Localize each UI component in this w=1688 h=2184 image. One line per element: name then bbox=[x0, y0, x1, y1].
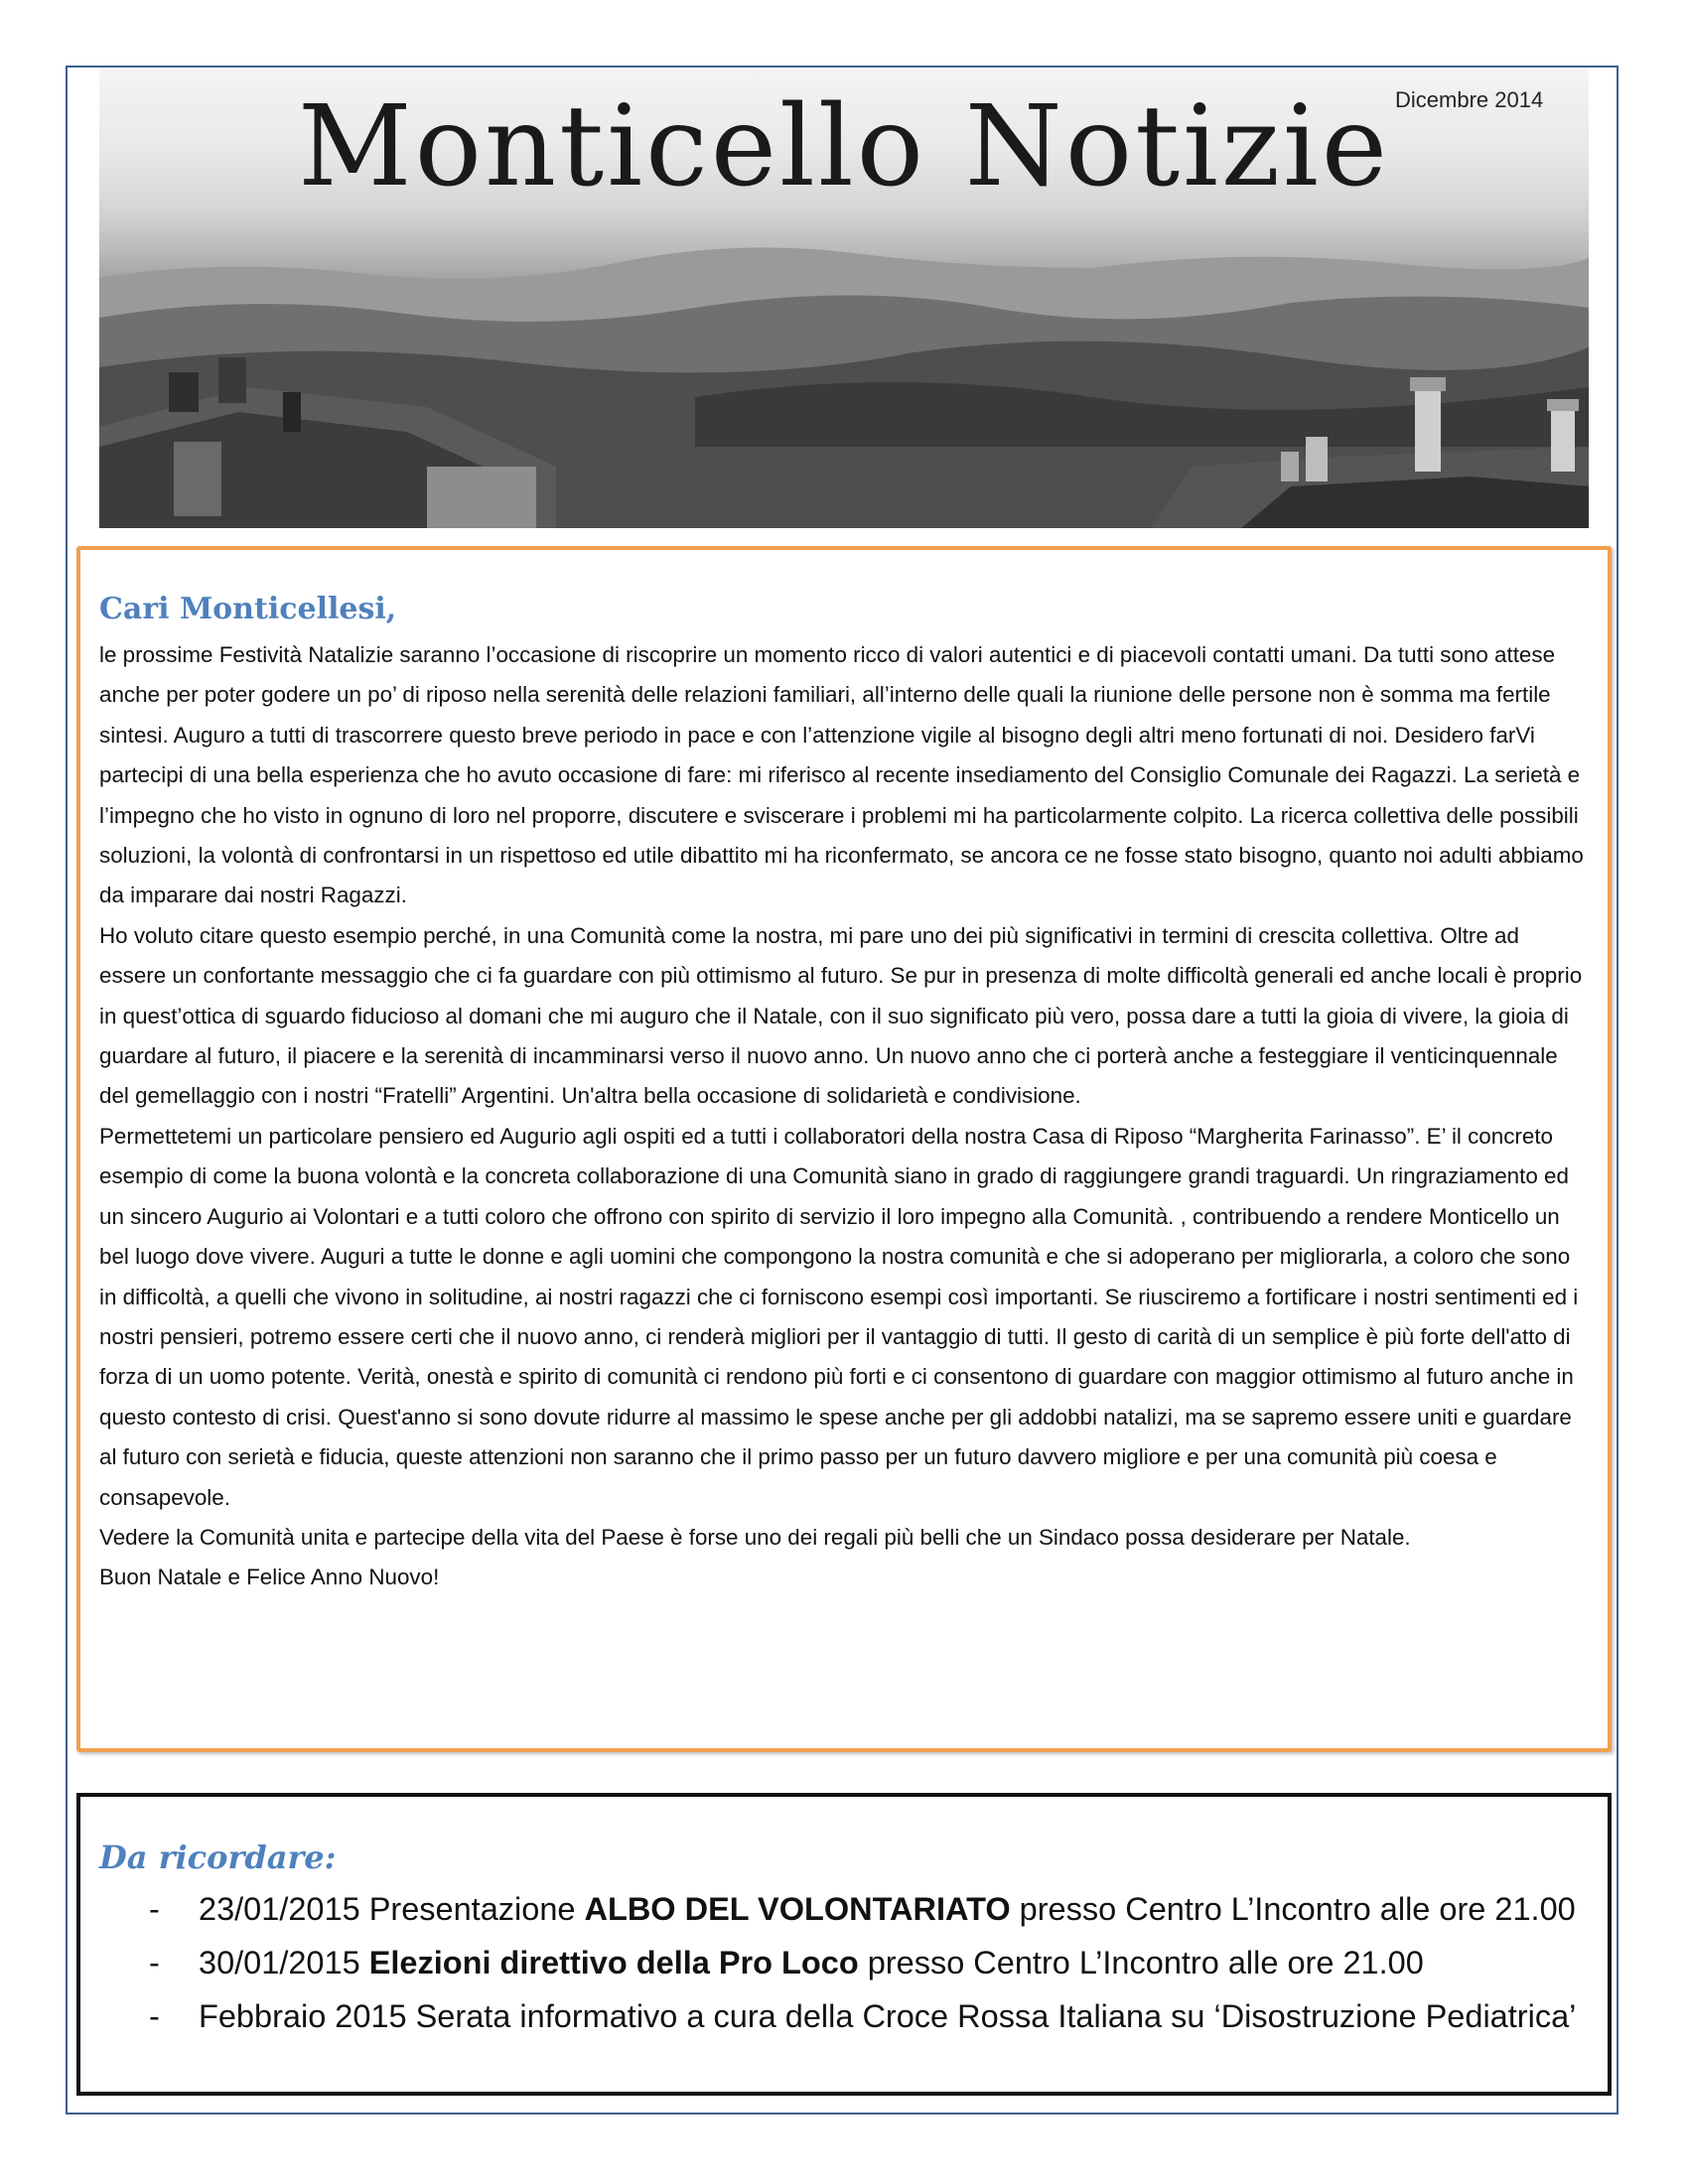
letter-paragraph: Vedere la Comunità unita e partecipe della vita del Paese è forse uno dei regali più belli che un Sindaco possa desiderare per Natale. bbox=[99, 1524, 1411, 1550]
reminder-item bbox=[149, 1936, 1576, 1989]
reminder-item bbox=[149, 1882, 1576, 1936]
reminder-text: 30/01/2015 bbox=[199, 1945, 369, 1980]
issue-date: Dicembre 2014 bbox=[1395, 87, 1544, 112]
dash-bullet-icon: - bbox=[149, 1891, 160, 1927]
reminder-text: presso Centro L’Incontro alle ore 21.00 bbox=[858, 1945, 1424, 1980]
reminder-list bbox=[149, 1882, 1576, 2043]
reminder-text: Febbraio 2015 Serata informativo a cura della Croce Rossa Italiana su ‘Disostruzione Pediatrica’ bbox=[199, 1998, 1577, 2034]
header-banner bbox=[99, 69, 1589, 528]
letter-closing: Buon Natale e Felice Anno Nuovo! bbox=[99, 1565, 440, 1590]
dash-bullet-icon: - bbox=[149, 1998, 160, 2034]
reminder-title: Da ricordare: bbox=[99, 1839, 337, 1876]
reminder-highlight: Elezioni direttivo della Pro Loco bbox=[368, 1945, 859, 1980]
letter-greeting: Cari Monticellesi, bbox=[99, 592, 397, 626]
reminder-highlight: ALBO DEL VOLONTARIATO bbox=[584, 1891, 1011, 1927]
newsletter-title: Monticello Notizie bbox=[297, 82, 1391, 211]
dash-bullet-icon: - bbox=[149, 1945, 160, 1980]
letter-body bbox=[99, 635, 1589, 1598]
letter-paragraph: Ho voluto citare questo esempio perché, in una Comunità come la nostra, mi pare uno dei più significativi in termini di crescita collettiva. Oltre ad essere un confortante messaggio che ci fa guardare con più ottimismo al futuro. Se pur in presenza di molte difficoltà generali ed anche locali è proprio in quest’ottica di sguardo fiducioso al domani che mi auguro che il Natale, con il suo significato più vero, possa dare a tutti la gioia di vivere, la gioia di guardare al futuro, il piacere e la serenità di incamminarsi verso il nuovo anno. Un nuovo anno che ci porterà anche a festeggiare il venticinquennale del gemellaggio con i nostri “Fratelli” Argentini. Un'altra bella occasione di solidarietà e condivisione. bbox=[99, 922, 1583, 1109]
reminder-text: 23/01/2015 Presentazione bbox=[199, 1891, 585, 1927]
letter-paragraph: le prossime Festività Natalizie saranno l’occasione di riscoprire un momento ricco di valori autentici e di piacevoli contatti umani. Da tutti sono attese anche per poter godere un po’ di riposo nella serenità delle relazioni familiari, all’interno delle quali la riunione delle persone non è somma ma fertile sintesi. Auguro a tutti di trascorrere questo breve periodo in pace e con l’attenzione vigile al bisogno degli altri meno fortunati di noi. Desidero farVi partecipi di una bella esperienza che ho avuto occasione di fare: mi riferisco al recente insediamento del Consiglio Comunale dei Ragazzi. La serietà e l’impegno che ho visto in ognuno di loro nel proporre, discutere e sviscerare i problemi mi ha particolarmente colpito. La ricerca collettiva delle possibili soluzioni, la volontà di confrontarsi in un rispettoso ed utile dibattito mi ha riconfermato, se ancora ce ne fosse stato bisogno, quanto noi adulti abbiamo da imparare dai nostri Ragazzi. bbox=[99, 642, 1584, 908]
letter-paragraph: Permettetemi un particolare pensiero ed Augurio agli ospiti ed a tutti i collaboratori della nostra Casa di Riposo “Margherita Farinasso”. E’ il concreto esempio di come la buona volontà e la concreta collaborazione di una Comunità siano in grado di raggiungere grandi traguardi. Un ringraziamento ed un sincero Augurio ai Volontari e a tutti coloro che offrono con spirito di servizio il loro impegno alla Comunità. , contribuendo a rendere Monticello un bel luogo dove vivere. Auguri a tutte le donne e agli uomini che compongono la nostra comunità e che si adoperano per migliorarla, a coloro che sono in difficoltà, a quelli che vivono in solitudine, ai nostri ragazzi che ci forniscono esempi così importanti. Se riusciremo a fortificare i nostri sentimenti ed i nostri pensieri, potremo essere certi che il nuovo anno, ci renderà migliori per il vantaggio di tutti. Il gesto di carità di un semplice è più forte dell'atto di forza di un uomo potente. Verità, onestà e spirito di comunità ci rendono più forti e ci consentono di guardare con maggior ottimismo al futuro anche in questo contesto di crisi. Quest'anno si sono dovute ridurre al massimo le spese anche per gli addobbi natalizi, ma se sapremo essere uniti e guardare al futuro con serietà e fiducia, queste attenzioni non saranno che il primo passo per un futuro davvero migliore e per una comunità più coesa e consapevole. bbox=[99, 1123, 1579, 1510]
reminder-text: presso Centro L’Incontro alle ore 21.00 bbox=[1010, 1891, 1576, 1927]
reminder-item bbox=[149, 1989, 1576, 2043]
